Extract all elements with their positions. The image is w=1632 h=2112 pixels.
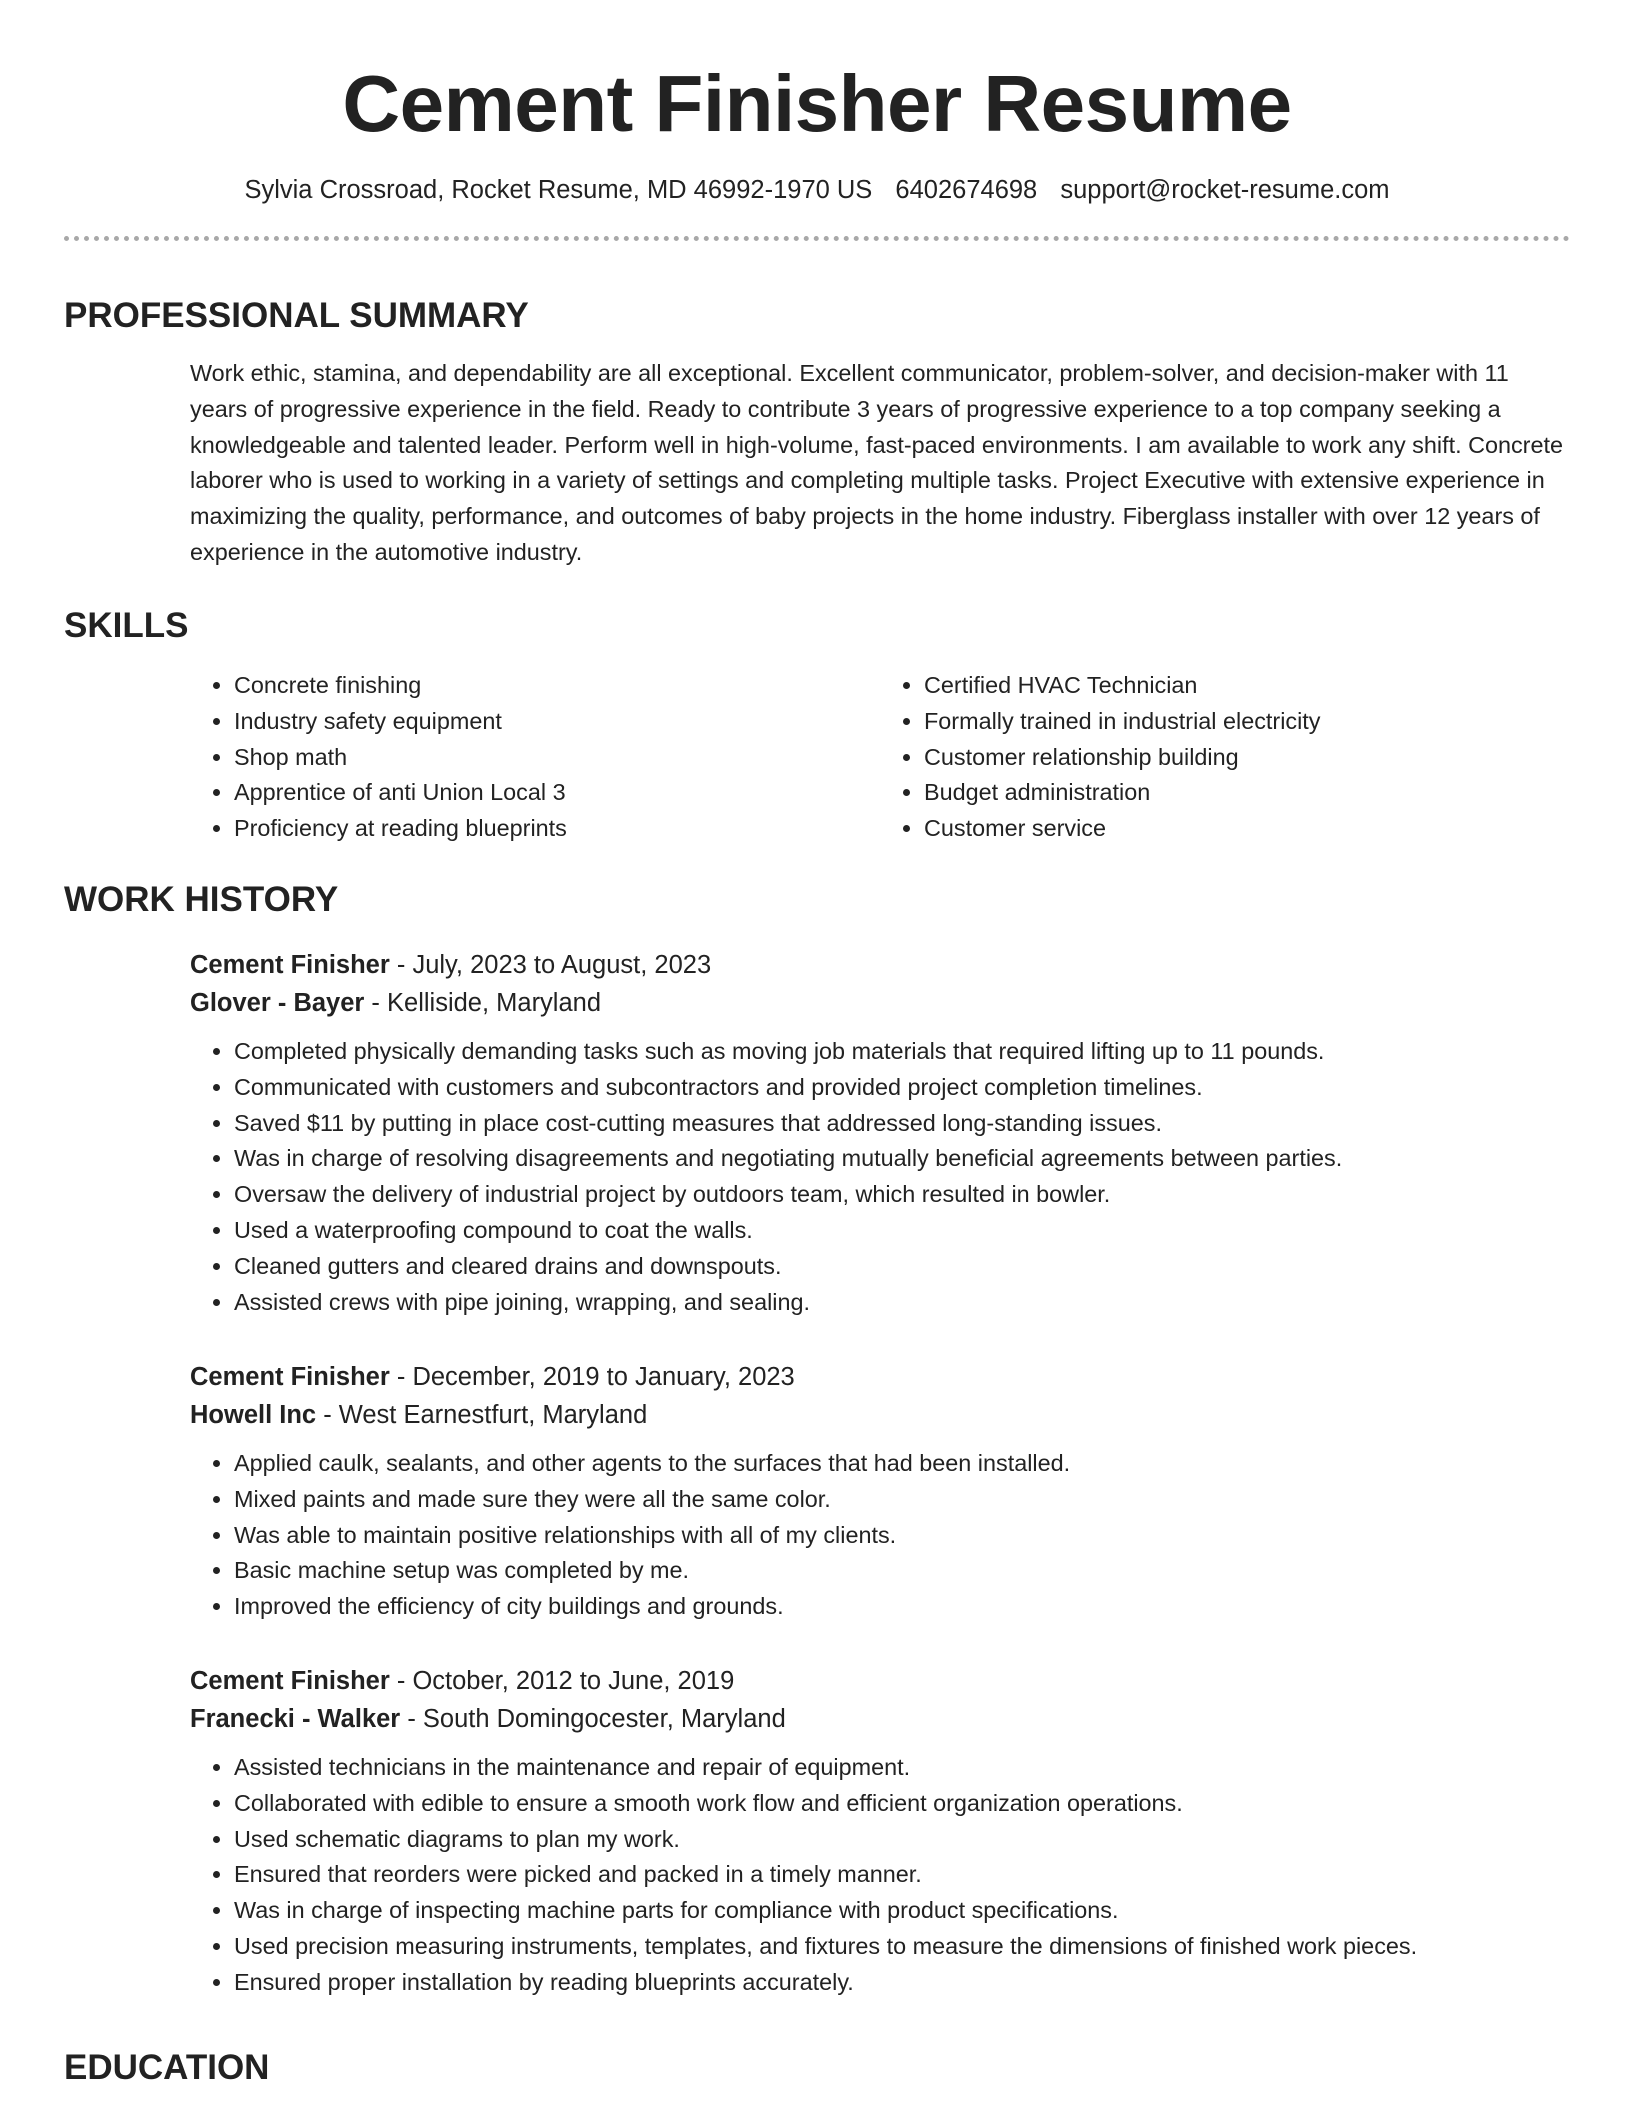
job-duty: • Applied caulk, sealants, and other agents to the surfaces that had been installed. — [234, 1446, 1570, 1482]
job-duty: • Was in charge of inspecting machine parts for compliance with product specifications. — [234, 1893, 1570, 1929]
job-entry — [190, 946, 1570, 1320]
job-company-line — [190, 1396, 1570, 1434]
job-duty: • Was in charge of resolving disagreements and negotiating mutually beneficial agreements between parties. — [234, 1141, 1570, 1177]
contact-address: Sylvia Crossroad, Rocket Resume, MD 46992-1970 US — [244, 176, 873, 204]
job-duty: • Collaborated with edible to ensure a smooth work flow and efficient organization operations. — [234, 1786, 1570, 1822]
job-duty: • Ensured proper installation by reading blueprints accurately. — [234, 1965, 1570, 2001]
job-company-line — [190, 1700, 1570, 1738]
skill-item: • Customer service — [924, 811, 1570, 847]
skills-list-left — [190, 668, 880, 847]
skill-item: • Customer relationship building — [924, 740, 1570, 776]
job-entry — [190, 1662, 1570, 2001]
skill-item: • Proficiency at reading blueprints — [234, 811, 880, 847]
skill-item: • Industry safety equipment — [234, 704, 880, 740]
job-location: - West Earnestfurt, Maryland — [316, 1401, 648, 1429]
job-duties — [108, 1034, 1570, 1320]
job-dates: - July, 2023 to August, 2023 — [389, 951, 712, 979]
resume-page — [64, 0, 1570, 2087]
skills-section — [64, 604, 1570, 847]
job-duty: • Assisted crews with pipe joining, wrapping, and sealing. — [234, 1285, 1570, 1321]
job-duty: • Used schematic diagrams to plan my work. — [234, 1822, 1570, 1858]
job-title: Cement Finisher — [190, 951, 390, 979]
job-duty: • Improved the efficiency of city buildings and grounds. — [234, 1589, 1570, 1625]
skill-item: • Concrete finishing — [234, 668, 880, 704]
job-duty: • Saved $11 by putting in place cost-cutting measures that addressed long-standing issues. — [234, 1106, 1570, 1142]
job-company-line — [190, 984, 1570, 1022]
skill-item: • Apprentice of anti Union Local 3 — [234, 775, 880, 811]
job-duty: • Oversaw the delivery of industrial project by outdoors team, which resulted in bowler. — [234, 1177, 1570, 1213]
job-duty: • Used a waterproofing compound to coat the walls. — [234, 1213, 1570, 1249]
job-title: Cement Finisher — [190, 1363, 390, 1391]
contact-line — [64, 174, 1570, 206]
job-duty: • Assisted technicians in the maintenance and repair of equipment. — [234, 1750, 1570, 1786]
job-entry — [190, 1358, 1570, 1625]
work-history-heading: WORK HISTORY — [64, 880, 339, 919]
job-title-line — [190, 946, 1570, 984]
skills-list-right — [880, 668, 1570, 847]
job-company: Franecki - Walker — [190, 1705, 401, 1733]
job-duty: • Used precision measuring instruments, templates, and fixtures to measure the dimensions of finished work pieces. — [234, 1929, 1570, 1965]
summary-text: Work ethic, stamina, and dependability are all exceptional. Excellent communicator, problem-solver, and decision-maker with 11 years of progressive experience in the field. Ready to contribute 3 years of progressive experience to a top company seeking a knowledgeable and talented leader. Perform well in high-volume, fast-paced environments. I am available to work any shift. Concrete laborer who is used to working in a variety of settings and completing multiple tasks. Project Executive with extensive experience in maximizing the quality, performance, and outcomes of baby projects in the home industry. Fiberglass installer with over 12 years of experience in the automotive industry. — [190, 360, 1563, 565]
job-dates: - December, 2019 to January, 2023 — [389, 1363, 795, 1391]
job-dates: - October, 2012 to June, 2019 — [389, 1667, 735, 1695]
work-history-section — [64, 878, 1570, 2018]
skill-item: • Certified HVAC Technician — [924, 668, 1570, 704]
resume-title: Cement Finisher Resume — [342, 59, 1292, 148]
education-heading: EDUCATION — [64, 2048, 270, 2087]
education-section — [64, 2046, 1570, 2090]
job-duty: • Was able to maintain positive relationships with all of my clients. — [234, 1518, 1570, 1554]
job-duty: • Mixed paints and made sure they were all the same color. — [234, 1482, 1570, 1518]
job-company: Glover - Bayer — [190, 989, 365, 1017]
contact-phone: 6402674698 — [895, 176, 1038, 204]
summary-section — [64, 294, 1570, 571]
job-title-line — [190, 1358, 1570, 1396]
skill-item: • Budget administration — [924, 775, 1570, 811]
job-duty: • Completed physically demanding tasks such as moving job materials that required lifting up to 11 pounds. — [234, 1034, 1570, 1070]
job-duty: • Ensured that reorders were picked and packed in a timely manner. — [234, 1857, 1570, 1893]
skills-heading: SKILLS — [64, 606, 189, 645]
job-location: - South Domingocester, Maryland — [400, 1705, 786, 1733]
summary-heading: PROFESSIONAL SUMMARY — [64, 296, 529, 335]
job-duties — [108, 1750, 1570, 2001]
job-title: Cement Finisher — [190, 1667, 390, 1695]
job-duty: • Basic machine setup was completed by me. — [234, 1553, 1570, 1589]
job-company: Howell Inc — [190, 1401, 317, 1429]
job-duties — [108, 1446, 1570, 1625]
job-duty: • Cleaned gutters and cleared drains and downspouts. — [234, 1249, 1570, 1285]
skill-item: • Shop math — [234, 740, 880, 776]
skills-columns — [190, 668, 1570, 847]
contact-email: support@rocket-resume.com — [1060, 176, 1390, 204]
skill-item: • Formally trained in industrial electricity — [924, 704, 1570, 740]
header-divider — [64, 236, 1570, 241]
job-duty: • Communicated with customers and subcontractors and provided project completion timelines. — [234, 1070, 1570, 1106]
job-location: - Kelliside, Maryland — [364, 989, 602, 1017]
job-title-line — [190, 1662, 1570, 1700]
